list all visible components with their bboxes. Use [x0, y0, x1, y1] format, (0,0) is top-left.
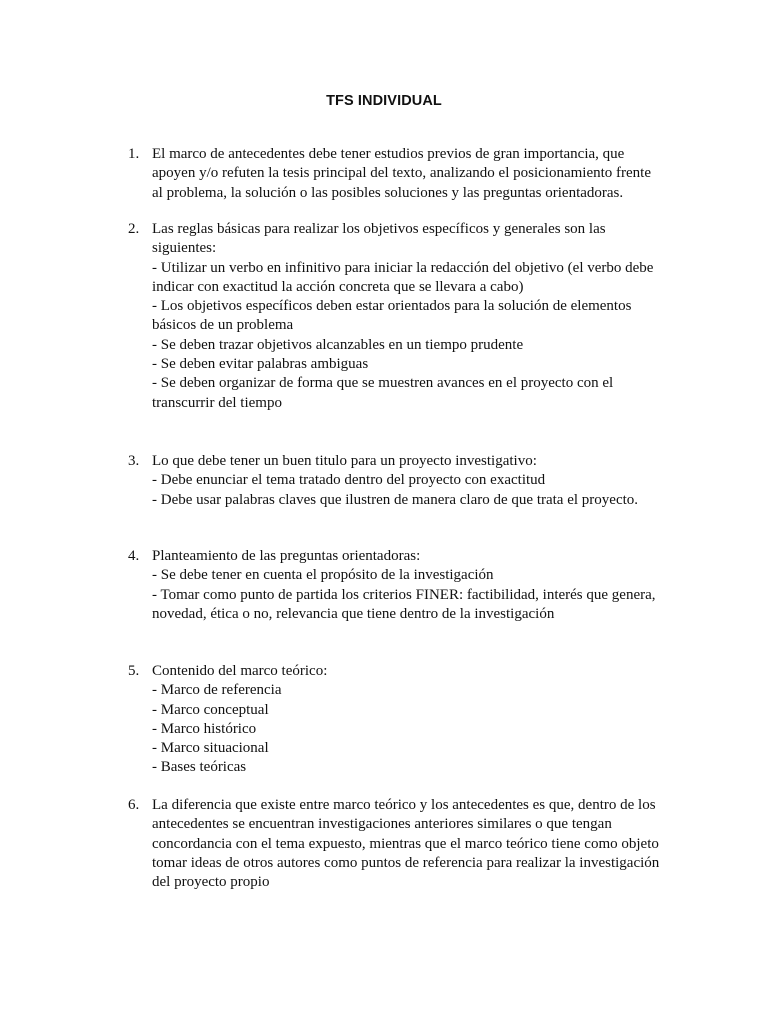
text-line: - Marco conceptual [152, 701, 269, 718]
text-line: - Se debe tener en cuenta el propósito de la investigación [152, 567, 494, 584]
list-item-number: 3. [128, 453, 140, 469]
text-line: - Los objetivos específicos deben estar orientados para la solución de elementos [152, 298, 632, 315]
text-line: básicos de un problema [152, 317, 294, 334]
text-line: Las reglas básicas para realizar los objetivos específicos y generales son las [152, 221, 606, 237]
text-line: - Se deben organizar de forma que se muestren avances en el proyecto con el [152, 375, 614, 392]
text-line: indicar con exactitud la acción concreta que se llevara a cabo) [152, 278, 524, 295]
text-line: novedad, ética o no, relevancia que tiene dentro de la investigación [152, 605, 555, 622]
list-item-text [152, 452, 672, 510]
text-line: - Tomar como punto de partida los criterios FINER: factibilidad, interés que genera, [152, 586, 656, 603]
text-line: - Se deben evitar palabras ambiguas [152, 356, 369, 373]
text-line: transcurrir del tiempo [152, 394, 282, 411]
document-title: TFS INDIVIDUAL [326, 93, 442, 109]
text-line: Planteamiento de las preguntas orientadoras: [152, 548, 421, 564]
text-line: apoyen y/o refuten la tesis principal del texto, analizando el posicionamiento frente [152, 165, 651, 182]
list-item-text [152, 662, 672, 778]
text-line: siguientes: [152, 240, 217, 257]
text-line: - Bases teóricas [152, 759, 247, 776]
text-line: concordancia con el tema expuesto, mientras que el marco teórico tiene como objeto [152, 835, 659, 852]
text-line: - Se deben trazar objetivos alcanzables en un tiempo prudente [152, 336, 524, 353]
text-line: - Utilizar un verbo en infinitivo para iniciar la redacción del objetivo (el verbo debe [152, 259, 654, 276]
text-line: tomar ideas de otros autores como puntos de referencia para realizar la investigación [152, 854, 660, 871]
text-line: - Marco situacional [152, 740, 269, 757]
list-item-number: 1. [128, 146, 140, 162]
list-item-text [152, 547, 672, 624]
text-line: La diferencia que existe entre marco teórico y los antecedentes es que, dentro de los [152, 797, 656, 813]
text-line: del proyecto propio [152, 874, 270, 891]
text-line: - Debe usar palabras claves que ilustren de manera claro de que trata el proyecto. [152, 491, 639, 508]
list-item-number: 6. [128, 797, 140, 813]
text-line: antecedentes se encuentran investigaciones anteriores similares o que tengan [152, 816, 612, 833]
text-line: Lo que debe tener un buen titulo para un proyecto investigativo: [152, 453, 537, 469]
list-item-text [152, 796, 672, 892]
text-line: al problema, la solución o las posibles soluciones y las preguntas orientadoras. [152, 184, 624, 201]
list-item-number: 2. [128, 221, 140, 237]
text-line: Contenido del marco teórico: [152, 663, 328, 679]
text-line: - Marco histórico [152, 720, 257, 737]
list-item-number: 5. [128, 663, 140, 679]
list-item-number: 4. [128, 548, 140, 564]
list-item-text [152, 145, 672, 203]
list-item-text [152, 220, 672, 413]
text-line: - Debe enunciar el tema tratado dentro del proyecto con exactitud [152, 472, 546, 489]
text-line: - Marco de referencia [152, 682, 282, 699]
text-line: El marco de antecedentes debe tener estudios previos de gran importancia, que [152, 146, 625, 162]
